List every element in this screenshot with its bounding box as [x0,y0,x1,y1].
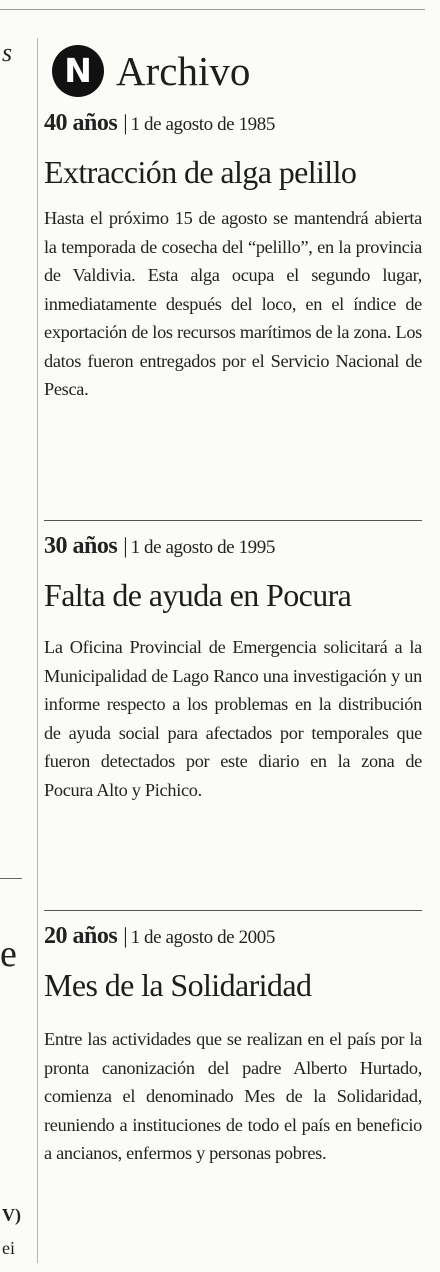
entry-years: 20 años [44,923,118,949]
column-divider [37,38,38,1263]
section-header [52,45,432,97]
left-fragment-rule [0,878,22,879]
entry-divider [44,520,422,521]
entry-divider [44,910,422,911]
left-fragment-bottom-1: V) [2,1205,21,1225]
entry-body: La Oficina Provincial de Emergencia solicitará a la Municipalidad de Lago Ranco una investigación y un informe respecto a los problemas en la distribución de ayuda social para afectados por temporales que fueron detectados por este diario en la zona de Pocura Alto y Pichico. [44,637,422,800]
entry-years: 40 años [44,110,118,136]
entry-headline: Falta de ayuda en Pocura [44,577,352,613]
entry-body: Entre las actividades que se realizan en el país por la pronta canonización del padre Alberto Hurtado, comienza el denominado Mes de la Solidaridad, reuniendo a instituciones de todo el país en beneficio a ancianos, enfermos y personas pobres. [44,1029,422,1163]
entry-meta [44,110,422,144]
entry-years: 30 años [44,533,118,559]
top-rule [0,9,425,10]
archive-entry [44,923,422,1168]
entry-separator: | [123,923,128,948]
archive-entry [44,533,422,804]
left-fragment-mid: e [0,933,17,975]
newspaper-logo-icon: N [52,45,104,97]
entry-separator: | [123,533,128,558]
section-title: Archivo [116,48,251,94]
entry-meta [44,533,422,567]
left-fragment-bottom-2: ei [2,1238,15,1258]
left-fragment-top: s [2,38,13,67]
entry-date: 1 de agosto de 2005 [130,927,275,948]
entry-date: 1 de agosto de 1995 [130,537,275,558]
entry-separator: | [123,110,128,135]
archive-entry [44,110,422,404]
entry-date: 1 de agosto de 1985 [130,114,275,135]
entry-meta [44,923,422,957]
entry-body: Hasta el próximo 15 de agosto se mantendrá abierta la temporada de cosecha del “pelillo”, en la provincia de Valdivia. Esta alga ocupa el segundo lugar, inmediatamente después del loco, en el índice de exportación de los recursos marítimos de la zona. Los datos fueron entregados por el Servicio Nacional de Pesca. [44,208,422,399]
entry-headline: Mes de la Solidaridad [44,967,312,1003]
entry-headline: Extracción de alga pelillo [44,154,357,190]
